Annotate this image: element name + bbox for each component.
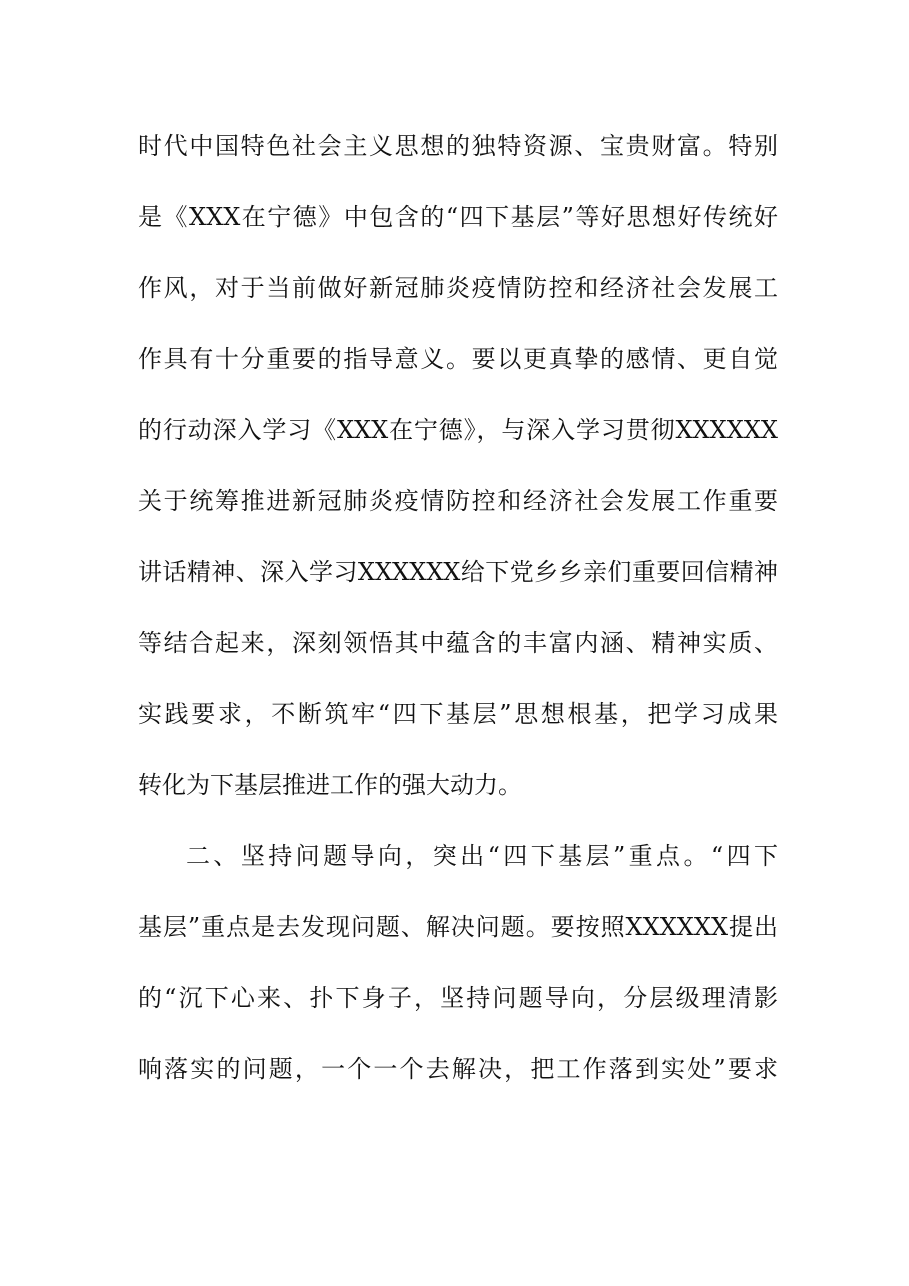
text-line: 关于统筹推进新冠肺炎疫情防控和经济社会发展工作重要 bbox=[138, 487, 778, 515]
text-line: 转化为下基层推进工作的强大动力。 bbox=[138, 771, 522, 799]
text-line: 二、坚持问题导向，突出“四下基层”重点。“四下 bbox=[186, 842, 778, 870]
text-line: 是《XXX在宁德》中包含的“四下基层”等好思想好传统好 bbox=[138, 203, 778, 231]
text-line: 时代中国特色社会主义思想的独特资源、宝贵财富。特别 bbox=[138, 132, 778, 160]
text-line: 讲话精神、深入学习XXXXXX给下党乡乡亲们重要回信精神 bbox=[138, 558, 778, 586]
text-line: 作风，对于当前做好新冠肺炎疫情防控和经济社会发展工 bbox=[138, 274, 778, 302]
text-line: 响落实的问题，一个一个去解决，把工作落到实处”要求 bbox=[138, 1055, 778, 1083]
text-line: 实践要求，不断筑牢“四下基层”思想根基，把学习成果 bbox=[138, 700, 778, 728]
text-line: 的行动深入学习《XXX在宁德》，与深入学习贯彻XXXXXX bbox=[138, 416, 778, 444]
text-line: 基层”重点是去发现问题、解决问题。要按照XXXXXX提出 bbox=[138, 913, 778, 941]
text-line: 等结合起来，深刻领悟其中蕴含的丰富内涵、精神实质、 bbox=[138, 629, 778, 657]
text-line: 作具有十分重要的指导意义。要以更真挚的感情、更自觉 bbox=[138, 345, 778, 373]
text-line: 的“沉下心来、扑下身子，坚持问题导向，分层级理清影 bbox=[138, 984, 778, 1012]
